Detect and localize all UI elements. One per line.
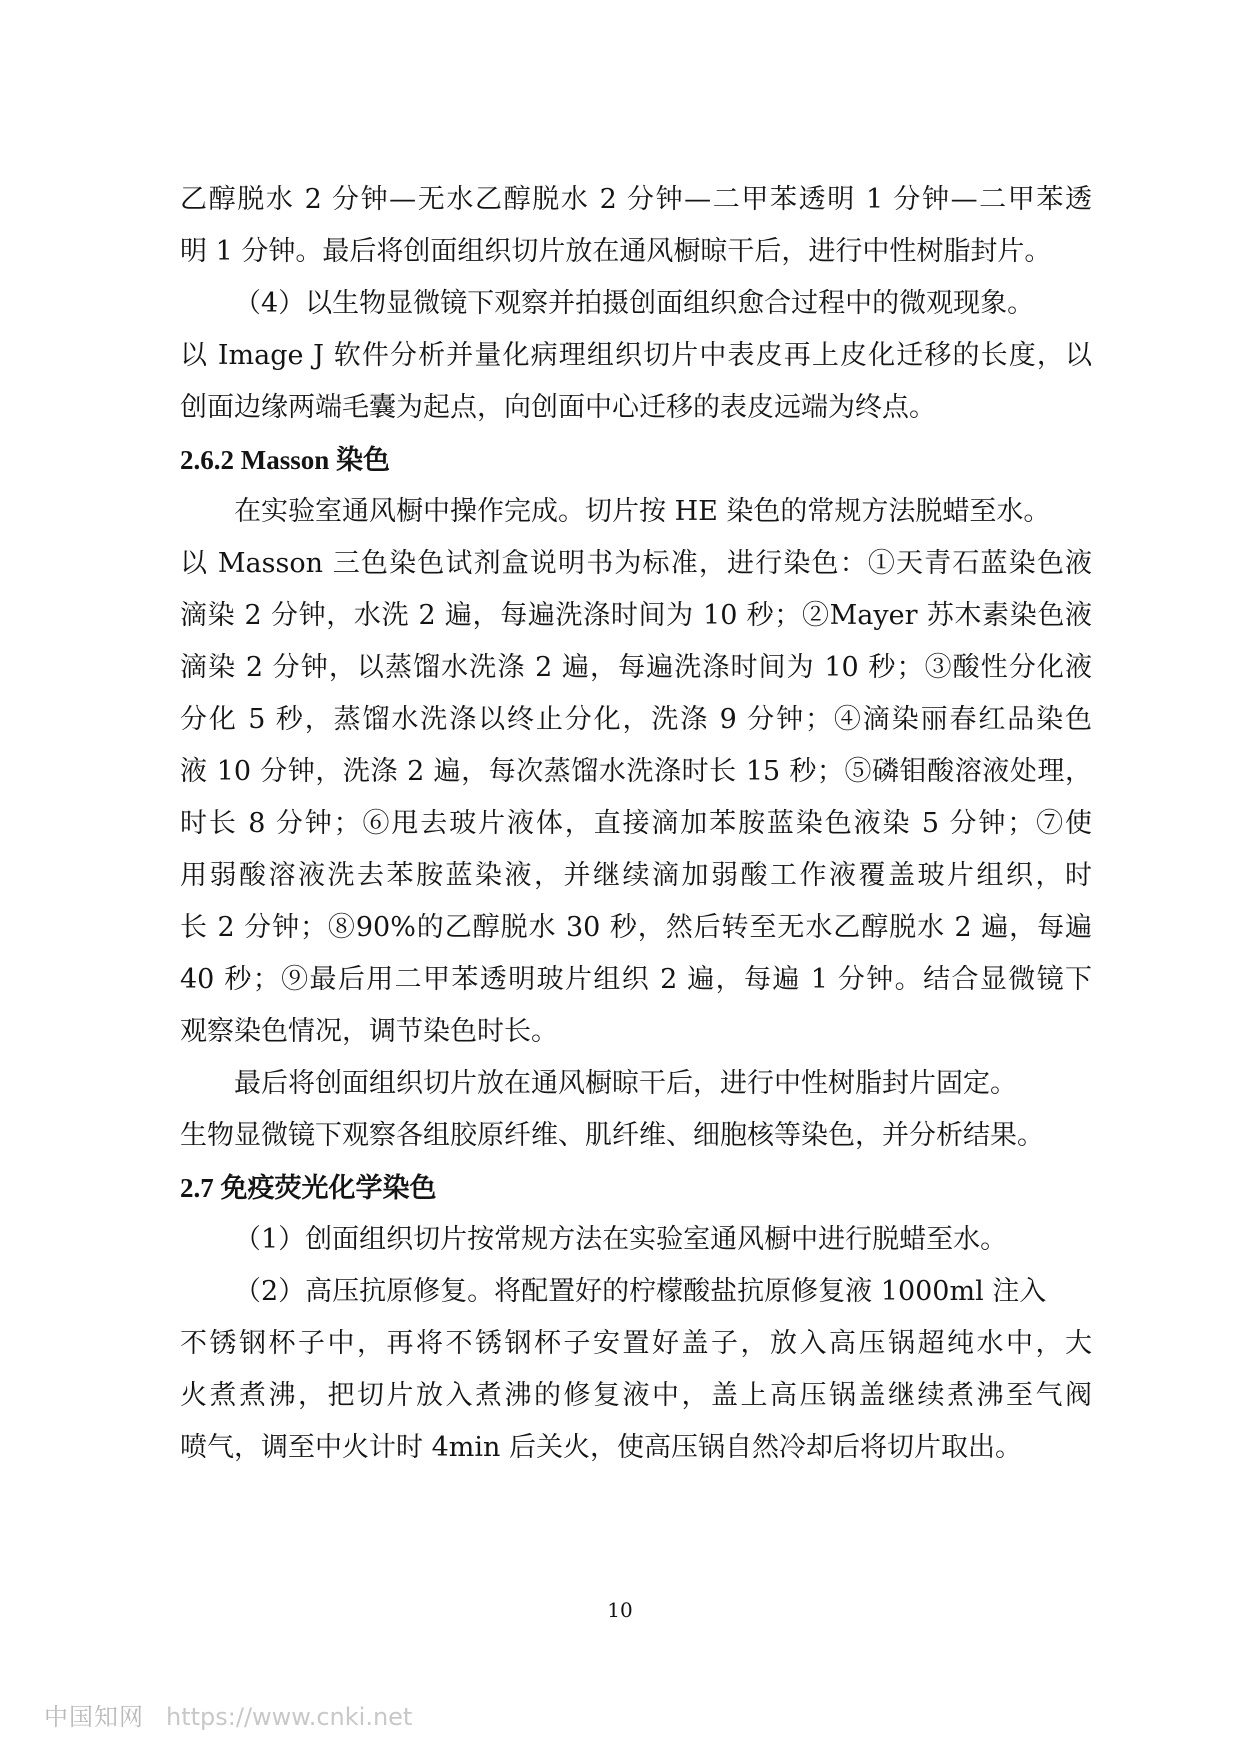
section-heading-2-6-2: 2.6.2 Masson 染色 — [180, 445, 391, 475]
body-line: 观察染色情况，调节染色时长。 — [180, 1016, 558, 1047]
body-line: 以 Masson 三色染色试剂盒说明书为标准，进行染色：①天青石蓝染色液 — [180, 548, 1092, 579]
body-line: 不锈钢杯子中，再将不锈钢杯子安置好盖子，放入高压锅超纯水中，大 — [180, 1328, 1092, 1359]
body-line: 火煮煮沸，把切片放入煮沸的修复液中，盖上高压锅盖继续煮沸至气阀 — [180, 1380, 1092, 1411]
paragraph-start-line: （1）创面组织切片按常规方法在实验室通风橱中进行脱蜡至水。 — [234, 1224, 1008, 1255]
body-line: 40 秒；⑨最后用二甲苯透明玻片组织 2 遍，每遍 1 分钟。结合显微镜下 — [180, 964, 1092, 995]
body-line: 创面边缘两端毛囊为起点，向创面中心迁移的表皮远端为终点。 — [180, 392, 936, 423]
paragraph-start-line: 在实验室通风橱中操作完成。切片按 HE 染色的常规方法脱蜡至水。 — [234, 496, 1051, 527]
body-line: 分化 5 秒，蒸馏水洗涤以终止分化，洗涤 9 分钟；④滴染丽春红品染色 — [180, 704, 1092, 735]
body-line: 明 1 分钟。最后将创面组织切片放在通风橱晾干后，进行中性树脂封片。 — [180, 236, 1052, 267]
body-line: 滴染 2 分钟，以蒸馏水洗涤 2 遍，每遍洗涤时间为 10 秒；③酸性分化液 — [180, 652, 1092, 683]
paragraph-start-line: （4）以生物显微镜下观察并拍摄创面组织愈合过程中的微观现象。 — [234, 288, 1035, 319]
paragraph-start-line: （2）高压抗原修复。将配置好的柠檬酸盐抗原修复液 1000ml 注入 — [234, 1276, 1047, 1307]
section-heading-2-7: 2.7 免疫荧光化学染色 — [180, 1173, 437, 1203]
page-number: 10 — [607, 1598, 633, 1622]
body-line: 液 10 分钟，洗涤 2 遍，每次蒸馏水洗涤时长 15 秒；⑤磷钼酸溶液处理， — [180, 756, 1092, 787]
body-line: 滴染 2 分钟，水洗 2 遍，每遍洗涤时间为 10 秒；②Mayer 苏木素染色液 — [180, 600, 1092, 631]
body-line: 乙醇脱水 2 分钟—无水乙醇脱水 2 分钟—二甲苯透明 1 分钟—二甲苯透 — [180, 184, 1092, 215]
body-line: 以 Image J 软件分析并量化病理组织切片中表皮再上皮化迁移的长度，以 — [180, 340, 1092, 371]
body-line: 生物显微镜下观察各组胶原纤维、肌纤维、细胞核等染色，并分析结果。 — [180, 1120, 1044, 1151]
cnki-watermark — [44, 1697, 412, 1732]
body-line: 用弱酸溶液洗去苯胺蓝染液，并继续滴加弱酸工作液覆盖玻片组织，时 — [180, 860, 1092, 891]
body-line: 长 2 分钟；⑧90%的乙醇脱水 30 秒，然后转至无水乙醇脱水 2 遍，每遍 — [180, 912, 1092, 943]
body-line: 喷气，调至中火计时 4min 后关火，使高压锅自然冷却后将切片取出。 — [180, 1432, 1022, 1463]
paragraph-start-line: 最后将创面组织切片放在通风橱晾干后，进行中性树脂封片固定。 — [234, 1068, 1017, 1099]
document-body — [180, 174, 1092, 1474]
watermark-url: https://www.cnki.net — [166, 1703, 413, 1731]
watermark-brand: 中国知网 — [44, 1703, 144, 1731]
body-line: 时长 8 分钟；⑥甩去玻片液体，直接滴加苯胺蓝染色液染 5 分钟；⑦使 — [180, 808, 1092, 839]
